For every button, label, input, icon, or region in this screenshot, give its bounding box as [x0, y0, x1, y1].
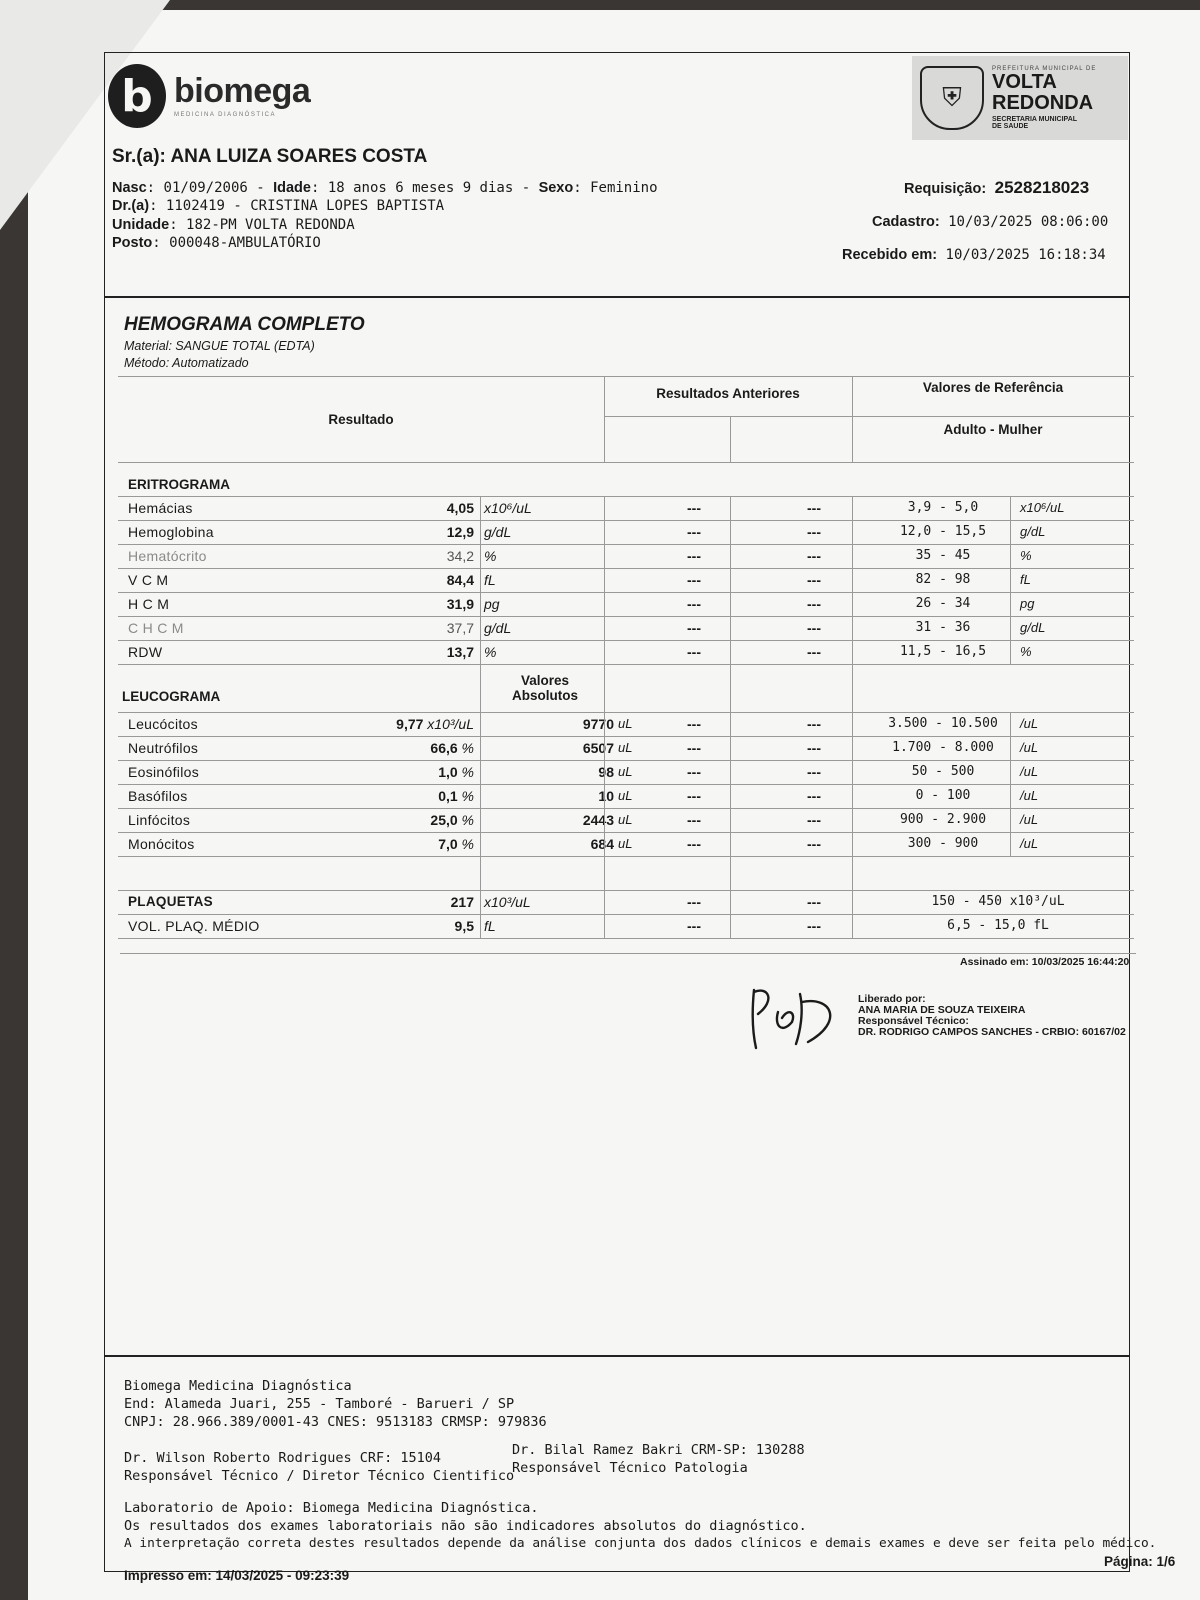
city-seal-icon: ⛨ [920, 66, 984, 130]
previous-result-1: --- [687, 500, 701, 516]
footer-address: End: Alameda Juari, 255 - Tamboré - Barueri / SP [124, 1396, 515, 1412]
table-row [124, 760, 1134, 784]
patient-birth-line: Nasc: 01/09/2006 - Idade: 18 anos 6 meses 9 dias - Sexo: Feminino [112, 180, 658, 196]
signed-date: Assinado em: 10/03/2025 16:44:20 [960, 956, 1130, 968]
section-leucograma: LEUCOGRAMA [122, 689, 221, 704]
absolute-unit: uL [618, 740, 633, 755]
absolute-value: 10 [598, 788, 614, 804]
previous-result-2: --- [807, 596, 821, 612]
reference-range: 900 - 2.900 [899, 812, 987, 827]
footer-cnpj: CNPJ: 28.966.389/0001-43 CNES: 9513183 CRMSP: 979836 [124, 1414, 547, 1430]
reference-range: 3,9 - 5,0 [907, 500, 979, 515]
reference-unit: g/dL [1020, 620, 1046, 635]
printed-date: Impresso em: 14/03/2025 - 09:23:39 [124, 1568, 350, 1583]
previous-result-2: --- [807, 764, 821, 780]
result-value: 9,5 [454, 918, 474, 934]
grid-line [120, 953, 1136, 954]
result-unit: fL [484, 918, 496, 934]
previous-result-1: --- [687, 740, 701, 756]
result-unit: pg [484, 596, 500, 612]
reference-unit: /uL [1020, 764, 1039, 779]
table-row [124, 736, 1134, 760]
analyte-name: Neutrófilos [128, 740, 199, 756]
exam-material: Material: SANGUE TOTAL (EDTA) [124, 339, 315, 353]
result-value: 37,7 [446, 620, 474, 636]
result-unit: x10⁶/uL [484, 500, 532, 516]
analyte-name: C H C M [128, 620, 184, 636]
patient-unit: Unidade: 182-PM VOLTA REDONDA [112, 217, 355, 233]
previous-result-1: --- [687, 788, 701, 804]
table-row [124, 496, 1134, 520]
previous-result-1: --- [687, 596, 701, 612]
absolute-unit: uL [618, 812, 633, 827]
result-unit: x10³/uL [484, 894, 531, 910]
footer-apoio: Laboratorio de Apoio: Biomega Medicina Diagnóstica. [124, 1500, 539, 1516]
reference-range: 0 - 100 [915, 788, 971, 803]
previous-result-1: --- [687, 572, 701, 588]
analyte-name: Monócitos [128, 836, 195, 852]
result-unit: g/dL [484, 524, 512, 540]
table-row [124, 544, 1134, 568]
biomega-logo [108, 64, 310, 128]
previous-result-1: --- [687, 918, 701, 934]
result-value: 7,0 % [438, 836, 474, 852]
city-name-1: VOLTA [992, 71, 1057, 93]
analyte-name: H C M [128, 596, 170, 612]
reference-unit: x10⁶/uL [1020, 500, 1065, 515]
reference-unit: % [1020, 644, 1032, 659]
result-unit: % [484, 548, 497, 564]
previous-result-1: --- [687, 812, 701, 828]
previous-result-2: --- [807, 500, 821, 516]
header-valores-referencia: Valores de Referência [922, 380, 1064, 395]
analyte-name: Linfócitos [128, 812, 191, 828]
result-value: 66,6 % [430, 740, 474, 756]
table-row [124, 784, 1134, 808]
result-unit: % [484, 644, 497, 660]
reference-range: 150 - 450 x10³/uL [931, 894, 1065, 909]
absolute-unit: uL [618, 788, 633, 803]
result-value: 1,0 % [438, 764, 474, 780]
footer-note-1: Os resultados dos exames laboratoriais não são indicadores absolutos do diagnóstico. [124, 1518, 807, 1534]
header-adulto-mulher: Adulto - Mulher [943, 422, 1043, 437]
analyte-name: Hemoglobina [128, 524, 214, 540]
requisition: Requisição: 2528218023 [904, 178, 1090, 197]
analyte-name: Basófilos [128, 788, 188, 804]
table-row [124, 616, 1134, 640]
footer-doctor-2: Dr. Bilal Ramez Bakri CRM-SP: 130288 [512, 1442, 805, 1458]
table-row [124, 808, 1134, 832]
previous-result-2: --- [807, 812, 821, 828]
previous-result-1: --- [687, 524, 701, 540]
result-value: 0,1 % [438, 788, 474, 804]
analyte-name: PLAQUETAS [128, 894, 213, 909]
result-value: 84,4 [446, 572, 474, 588]
absolute-value: 9770 [582, 716, 614, 732]
previous-result-2: --- [807, 572, 821, 588]
analyte-name: RDW [128, 644, 163, 660]
previous-result-2: --- [807, 740, 821, 756]
grid-line [118, 462, 1134, 463]
reference-unit: g/dL [1020, 524, 1046, 539]
prefeitura-label: PREFEITURA MUNICIPAL DE [992, 66, 1097, 72]
reference-range: 300 - 900 [907, 836, 979, 851]
result-unit: g/dL [484, 620, 512, 636]
reference-unit: /uL [1020, 812, 1039, 827]
table-row [124, 832, 1134, 856]
reference-range: 26 - 34 [915, 596, 971, 611]
grid-line [118, 376, 1134, 377]
secretaria-1: SECRETARIA MUNICIPAL [992, 116, 1078, 123]
reference-range: 35 - 45 [915, 548, 971, 563]
previous-result-1: --- [687, 716, 701, 732]
footer-doctor-1-role: Responsável Técnico / Diretor Técnico Cientifico [124, 1468, 515, 1484]
reference-range: 1.700 - 8.000 [892, 740, 994, 755]
column-grid-line [1010, 496, 1011, 664]
reference-range: 82 - 98 [915, 572, 971, 587]
grid-line [730, 416, 731, 462]
previous-result-2: --- [807, 836, 821, 852]
column-grid-line [852, 496, 853, 938]
reference-range: 12,0 - 15,5 [899, 524, 987, 539]
absolute-value: 98 [598, 764, 614, 780]
secretaria-2: DE SAUDE [992, 123, 1029, 130]
row-grid-line [118, 664, 1134, 665]
header-valores-absolutos: Valores Absolutos [512, 673, 578, 703]
analyte-name: VOL. PLAQ. MÉDIO [128, 918, 260, 934]
table-row [124, 640, 1134, 664]
absolute-value: 2443 [582, 812, 614, 828]
result-value: 12,9 [446, 524, 474, 540]
header-resultados-anteriores: Resultados Anteriores [656, 386, 800, 401]
footer-note-2: A interpretação correta destes resultados depende da análise conjunta dos dados clínicos e demais exames e deve ser feita pelo médico. [124, 1536, 1157, 1551]
analyte-name: Leucócitos [128, 716, 198, 732]
patient-name: Sr.(a): ANA LUIZA SOARES COSTA [112, 146, 428, 167]
previous-result-1: --- [687, 764, 701, 780]
result-value: 9,77 x10³/uL [396, 716, 474, 732]
previous-result-2: --- [807, 644, 821, 660]
previous-result-1: --- [687, 836, 701, 852]
patient-doctor: Dr.(a): 1102419 - CRISTINA LOPES BAPTISTA [112, 198, 445, 214]
reference-range: 3.500 - 10.500 [888, 716, 998, 731]
registration-date: Cadastro: 10/03/2025 08:06:00 [872, 214, 1109, 230]
city-name-2: REDONDA [992, 92, 1094, 114]
page-number: Página: 1/6 [1104, 1554, 1176, 1569]
footer-company: Biomega Medicina Diagnóstica [124, 1378, 352, 1394]
analyte-name: V C M [128, 572, 169, 588]
absolute-value: 684 [590, 836, 614, 852]
previous-result-2: --- [807, 716, 821, 732]
table-row [124, 592, 1134, 616]
previous-result-2: --- [807, 548, 821, 564]
result-unit: fL [484, 572, 496, 588]
logo-subtitle: MEDICINA DIAGNÓSTICA [174, 112, 277, 118]
table-row [124, 890, 1134, 914]
absolute-unit: uL [618, 836, 633, 851]
reference-range: 6,5 - 15,0 fL [947, 918, 1049, 933]
table-row [124, 568, 1134, 592]
biomega-logo-icon: b [108, 64, 166, 128]
received-date: Recebido em: 10/03/2025 16:18:34 [842, 247, 1106, 263]
reference-unit: fL [1020, 572, 1031, 587]
result-value: 4,05 [446, 500, 474, 516]
reference-unit: pg [1020, 596, 1035, 611]
patient-post: Posto: 000048-AMBULATÓRIO [112, 235, 321, 251]
footer-doctor-2-role: Responsável Técnico Patologia [512, 1460, 748, 1476]
reference-unit: /uL [1020, 788, 1039, 803]
column-grid-line [1010, 712, 1011, 856]
result-value: 13,7 [446, 644, 474, 660]
table-row [124, 914, 1134, 938]
logo-name: biomega [174, 72, 311, 110]
reference-range: 11,5 - 16,5 [899, 644, 987, 659]
result-value: 34,2 [446, 548, 474, 564]
previous-result-1: --- [687, 548, 701, 564]
grid-line [604, 416, 1134, 417]
table-row [124, 712, 1134, 736]
reference-unit: /uL [1020, 716, 1039, 731]
analyte-name: Hematócrito [128, 548, 207, 564]
absolute-value: 6507 [582, 740, 614, 756]
previous-result-2: --- [807, 524, 821, 540]
reference-unit: /uL [1020, 836, 1039, 851]
analyte-name: Hemácias [128, 500, 193, 516]
table-row [124, 520, 1134, 544]
previous-result-2: --- [807, 894, 821, 910]
column-grid-line [730, 496, 731, 938]
column-grid-line [480, 496, 481, 938]
previous-result-2: --- [807, 918, 821, 934]
absolute-unit: uL [618, 764, 633, 779]
previous-result-2: --- [807, 620, 821, 636]
section-eritrograma: ERITROGRAMA [128, 477, 230, 492]
footer-separator [104, 1355, 1130, 1357]
result-value: 25,0 % [430, 812, 474, 828]
header-separator [104, 296, 1130, 298]
absolute-unit: uL [618, 716, 633, 731]
previous-result-1: --- [687, 644, 701, 660]
footer-doctor-1: Dr. Wilson Roberto Rodrigues CRF: 15104 [124, 1450, 441, 1466]
handwritten-signature [748, 982, 848, 1052]
reference-range: 31 - 36 [915, 620, 971, 635]
column-grid-line [604, 496, 605, 938]
row-grid-line [118, 856, 1134, 857]
exam-title: HEMOGRAMA COMPLETO [124, 314, 365, 335]
reference-unit: % [1020, 548, 1032, 563]
row-grid-line [118, 938, 1134, 939]
result-value: 217 [450, 894, 474, 910]
previous-result-1: --- [687, 620, 701, 636]
volta-redonda-logo [912, 56, 1128, 140]
header-resultado: Resultado [328, 412, 394, 427]
previous-result-1: --- [687, 894, 701, 910]
reference-unit: /uL [1020, 740, 1039, 755]
reference-range: 50 - 500 [911, 764, 975, 779]
previous-result-2: --- [807, 788, 821, 804]
analyte-name: Eosinófilos [128, 764, 200, 780]
result-value: 31,9 [446, 596, 474, 612]
exam-method: Método: Automatizado [124, 356, 249, 370]
release-info: Liberado por: ANA MARIA DE SOUZA TEIXEIRA Responsável Técnico: DR. RODRIGO CAMPOS SANCHES - CRBIO: 60167/02 [858, 993, 1126, 1039]
